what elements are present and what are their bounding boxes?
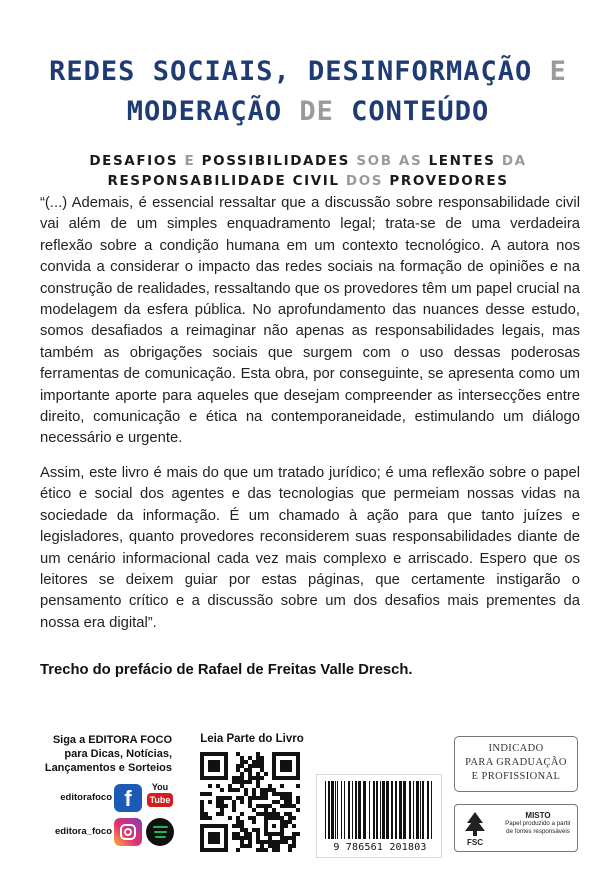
- youtube-you: You: [151, 782, 169, 792]
- social-handle: editorafoco: [60, 792, 112, 803]
- indicated-for-badge: [454, 736, 578, 792]
- fsc-line: de fontes responsáveis: [506, 827, 570, 835]
- facebook-glyph: f: [124, 786, 132, 811]
- subtitle-connector: DOS: [345, 173, 384, 189]
- read-sample-label: Leia Parte do Livro: [200, 733, 304, 745]
- title-text: REDES SOCIAIS, DESINFORMAÇÃO: [49, 56, 533, 87]
- barcode-bars: [317, 779, 443, 845]
- instagram-icon[interactable]: [114, 818, 142, 846]
- fsc-tree-icon: [461, 809, 489, 849]
- paragraph-2: Assim, este livro é mais do que um tratado jurídico; é uma reflexão sobre o papel ético e social dos agentes e das tecnologias que permeiam nossas vidas na sociedade da informação. É um chamado à ação para que tanto juízes e legisladores, quanto provedores reconsiderem suas responsabilidades diante de um cenário informacional cada vez mais complexo e arriscado. Espero que os leitores se deixem guiar por estas páginas, que certamente instigarão o pensamento crítico e a discussão sobre um dos desafios mais prementes da nossa era digital”.: [40, 464, 580, 631]
- subtitle-word: DESAFIOS: [89, 153, 179, 169]
- fsc-logo-text: FSC: [467, 838, 483, 847]
- subtitle-word: RESPONSABILIDADE CIVIL: [107, 173, 340, 189]
- facebook-icon[interactable]: [114, 784, 142, 812]
- social-row-facebook-youtube: [30, 782, 178, 814]
- subtitle-word: PROVEDORES: [389, 173, 509, 189]
- fsc-mixed-label: [454, 804, 578, 852]
- follow-line: Siga a EDITORA FOCO: [52, 734, 172, 746]
- badge-line: PARA GRADUAÇÃO: [465, 757, 567, 768]
- title-connector: E: [549, 56, 567, 87]
- spotify-wave: [153, 826, 168, 828]
- social-row-instagram-spotify: [30, 816, 178, 848]
- title-connector: DE: [299, 96, 334, 127]
- qr-code[interactable]: [200, 752, 300, 852]
- follow-line: para Dicas, Notícias,: [64, 748, 172, 760]
- title-line-2: [0, 92, 616, 132]
- fsc-text: [499, 811, 577, 835]
- paragraph-1: “(...) Ademais, é essencial ressaltar que a discussão sobre responsabilidade civil vai além de um simples enquadramento legal; trata-se de uma verdadeira reflexão sobre a condição humana em um contexto tecnológico. A autora nos convida a considerar o impacto das redes sociais na formação de opiniões e na construção de realidades, ressaltando que os provedores têm um papel crucial na modelagem da esfera pública. No aprofundamento das nuances desse estudo, somos desafiados a reimaginar não apenas as responsabilidades legais, mas também as obrigações sociais que surgem com o uso dessas poderosas ferramentas de comunicação. Esta obra, por conseguinte, se apresenta como um importante aporte para aqueles que desejam compreender as intersecções entre direito, comunicação e ética na contemporaneidade, estimulando um diálogo necessário e urgente.: [40, 195, 580, 447]
- instagram-lens-shape: [124, 828, 132, 836]
- subtitle-connector: DA: [501, 153, 527, 169]
- preface-excerpt: [40, 193, 580, 647]
- subtitle-word: POSSIBILIDADES: [201, 153, 351, 169]
- title-line-1: [0, 52, 616, 92]
- fsc-line: Papel produzido a partir: [505, 820, 571, 827]
- isbn-barcode: [316, 774, 442, 858]
- subtitle-line-2: [0, 171, 616, 191]
- isbn-number: 9 786561 201803: [333, 842, 427, 853]
- follow-line: Lançamentos e Sorteios: [44, 762, 172, 774]
- badge-line: INDICADO: [488, 743, 544, 754]
- spotify-icon[interactable]: [146, 818, 174, 846]
- social-handle: editora_foco: [54, 826, 112, 837]
- badge-line: E PROFISSIONAL: [471, 771, 561, 782]
- subtitle-connector: SOB AS: [356, 153, 423, 169]
- subtitle-connector: E: [184, 153, 196, 169]
- fsc-title: MISTO: [525, 811, 551, 820]
- youtube-tube: Tube: [147, 793, 173, 807]
- book-subtitle: [0, 151, 616, 191]
- spotify-wave: [154, 831, 167, 833]
- subtitle-line-1: [0, 151, 616, 171]
- spotify-wave: [155, 836, 166, 838]
- book-title: [0, 52, 616, 132]
- follow-text: [30, 733, 172, 775]
- attribution: Trecho do prefácio de Rafael de Freitas Valle Dresch.: [40, 662, 413, 678]
- subtitle-word: LENTES: [428, 153, 496, 169]
- title-text: MODERAÇÃO: [126, 96, 283, 127]
- title-text: CONTEÚDO: [351, 96, 490, 127]
- youtube-icon[interactable]: [146, 782, 174, 810]
